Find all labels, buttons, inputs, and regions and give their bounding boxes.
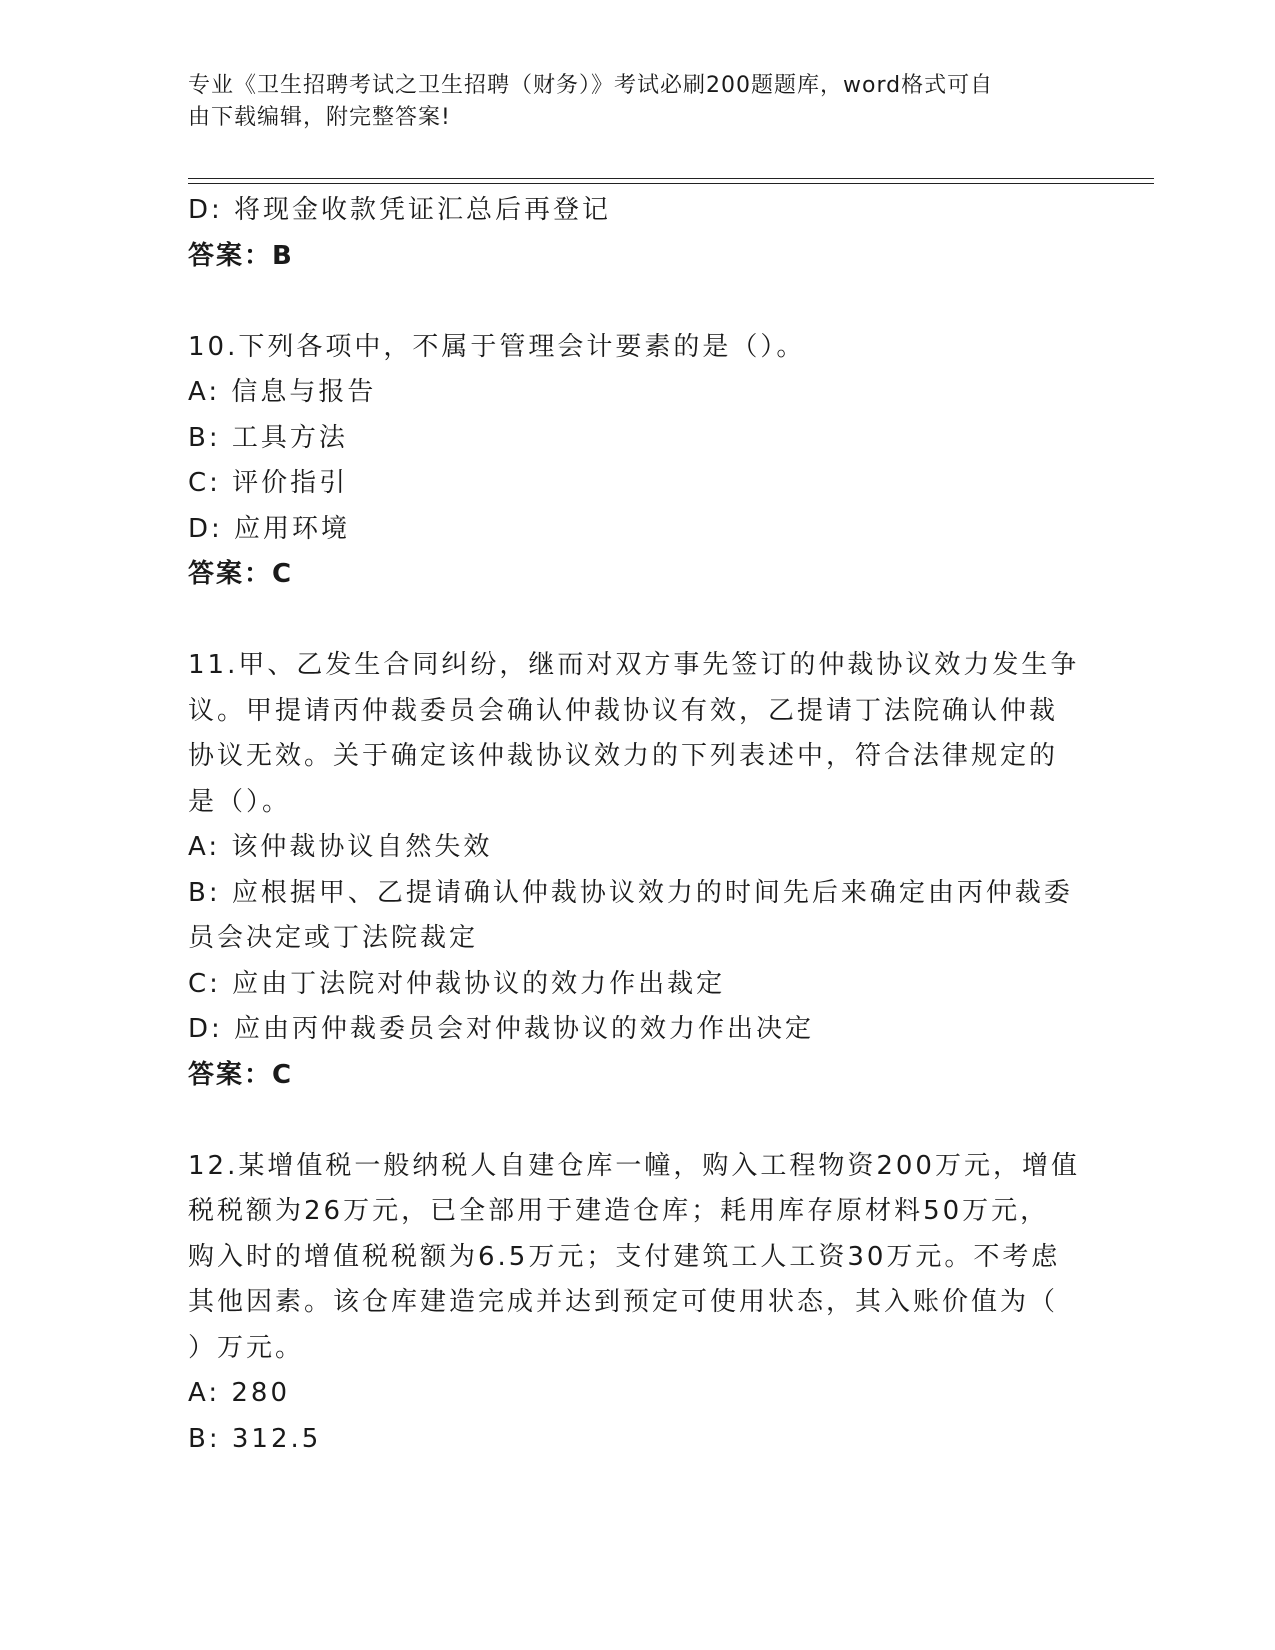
question-stem: 购入时的增值税税额为6.5万元；支付建筑工人工资30万元。不考虑 <box>188 1241 1061 1272</box>
option-b-continued: 员会决定或丁法院裁定 <box>188 923 479 953</box>
header-title-line-1: 专业《卫生招聘考试之卫生招聘（财务）》考试必刷200题题库，word格式可自 <box>188 73 994 98</box>
option-b: B: 工具方法 <box>188 422 348 453</box>
answer-line: 答案：C <box>188 1059 294 1090</box>
question-10 <box>188 325 1088 598</box>
option-c: C: 应由丁法院对仲裁协议的效力作出裁定 <box>188 968 726 999</box>
spacer <box>188 279 1088 325</box>
question-stem: 12.某增值税一般纳税人自建仓库一幢，购入工程物资200万元，增值 <box>188 1150 1080 1181</box>
option-a: A: 该仲裁协议自然失效 <box>188 832 493 862</box>
option-b: B: 应根据甲、乙提请确认仲裁协议效力的时间先后来确定由丙仲裁委 <box>188 877 1073 908</box>
page-header <box>188 70 1068 134</box>
question-stem: 税税额为26万元，已全部用于建造仓库；耗用库存原材料50万元， <box>188 1196 1050 1226</box>
question-stem: ）万元。 <box>188 1332 305 1363</box>
question-stem: 是（）。 <box>188 786 292 817</box>
answer-line: 答案：C <box>188 559 294 589</box>
spacer <box>188 1098 1088 1144</box>
previous-question-tail <box>188 188 1088 279</box>
question-stem: 11.甲、乙发生合同纠纷，继而对双方事先签订的仲裁协议效力发生争 <box>188 650 1080 680</box>
question-content <box>188 188 1088 1462</box>
answer-line: 答案：B <box>188 240 294 271</box>
question-11 <box>188 643 1088 1098</box>
spacer <box>188 598 1088 644</box>
option-d: D: 将现金收款凭证汇总后再登记 <box>188 195 612 225</box>
option-a: A: 信息与报告 <box>188 377 377 407</box>
option-c: C: 评价指引 <box>188 468 349 498</box>
question-12 <box>188 1144 1088 1463</box>
header-title-line-2: 由下载编辑，附完整答案! <box>188 105 451 130</box>
option-b: B: 312.5 <box>188 1423 322 1454</box>
option-d: D: 应由丙仲裁委员会对仲裁协议的效力作出决定 <box>188 1014 815 1044</box>
question-stem: 其他因素。该仓库建造完成并达到预定可使用状态，其入账价值为（ <box>188 1287 1059 1317</box>
option-d: D: 应用环境 <box>188 513 351 544</box>
question-stem: 议。甲提请丙仲裁委员会确认仲裁协议有效，乙提请丁法院确认仲裁 <box>188 695 1059 726</box>
option-a: A: 280 <box>188 1378 290 1408</box>
question-stem: 协议无效。关于确定该仲裁协议效力的下列表述中，符合法律规定的 <box>188 741 1059 771</box>
question-stem: 10.下列各项中，不属于管理会计要素的是（）。 <box>188 331 806 362</box>
header-divider <box>188 178 1154 184</box>
